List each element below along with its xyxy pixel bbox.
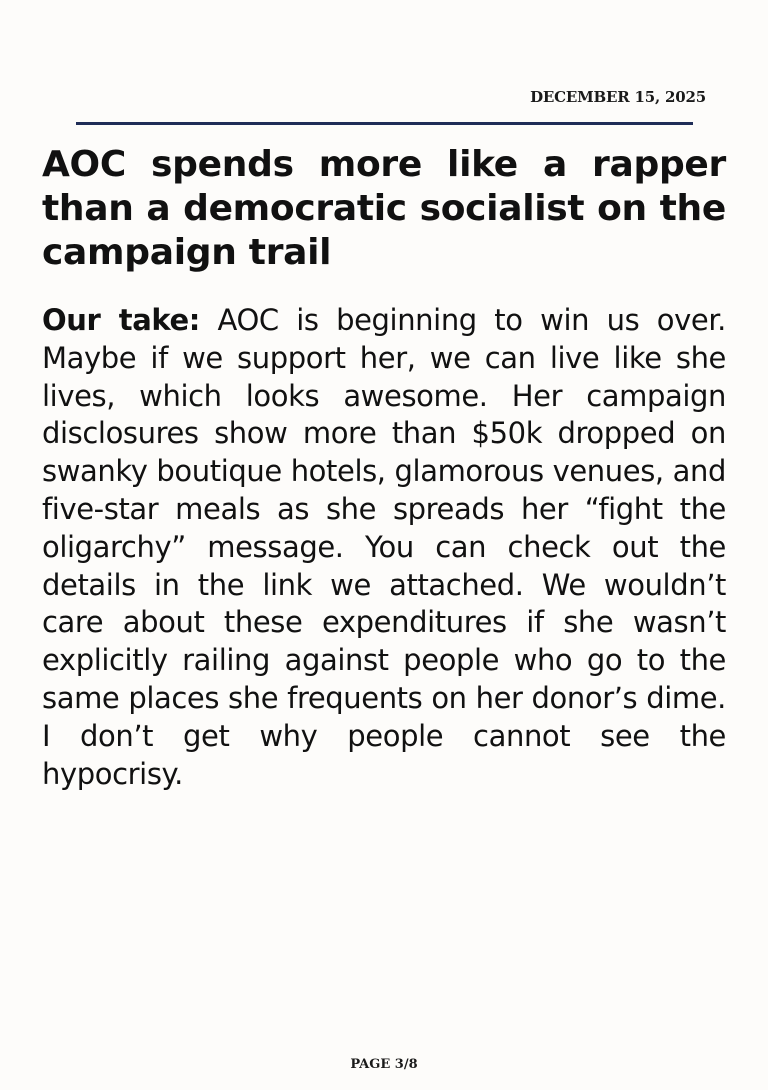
article-body — [42, 302, 726, 793]
article-date: DECEMBER 15, 2025 — [530, 88, 706, 106]
page-number: PAGE 3/8 — [350, 1057, 418, 1072]
body-text: AOC is beginning to win us over. Maybe if we support her, we can live like she lives, which looks awesome. Her campaign disclosures show more than $50k dropped on swanky boutique hotels, glamorous venues, and five-star meals as she spreads her “fight the oligarchy” message. You can check out the details in the link we attached. We wouldn’t care about these expenditures if she wasn’t explicitly railing against people who go to the same places she frequents on her donor’s dime. I don’t get why people cannot see the hypocrisy. — [42, 303, 726, 791]
lead-label: Our take: — [42, 303, 200, 337]
header-divider — [76, 122, 693, 125]
article-headline: AOC spends more like a rapper than a democratic socialist on the campaign trail — [42, 144, 726, 273]
